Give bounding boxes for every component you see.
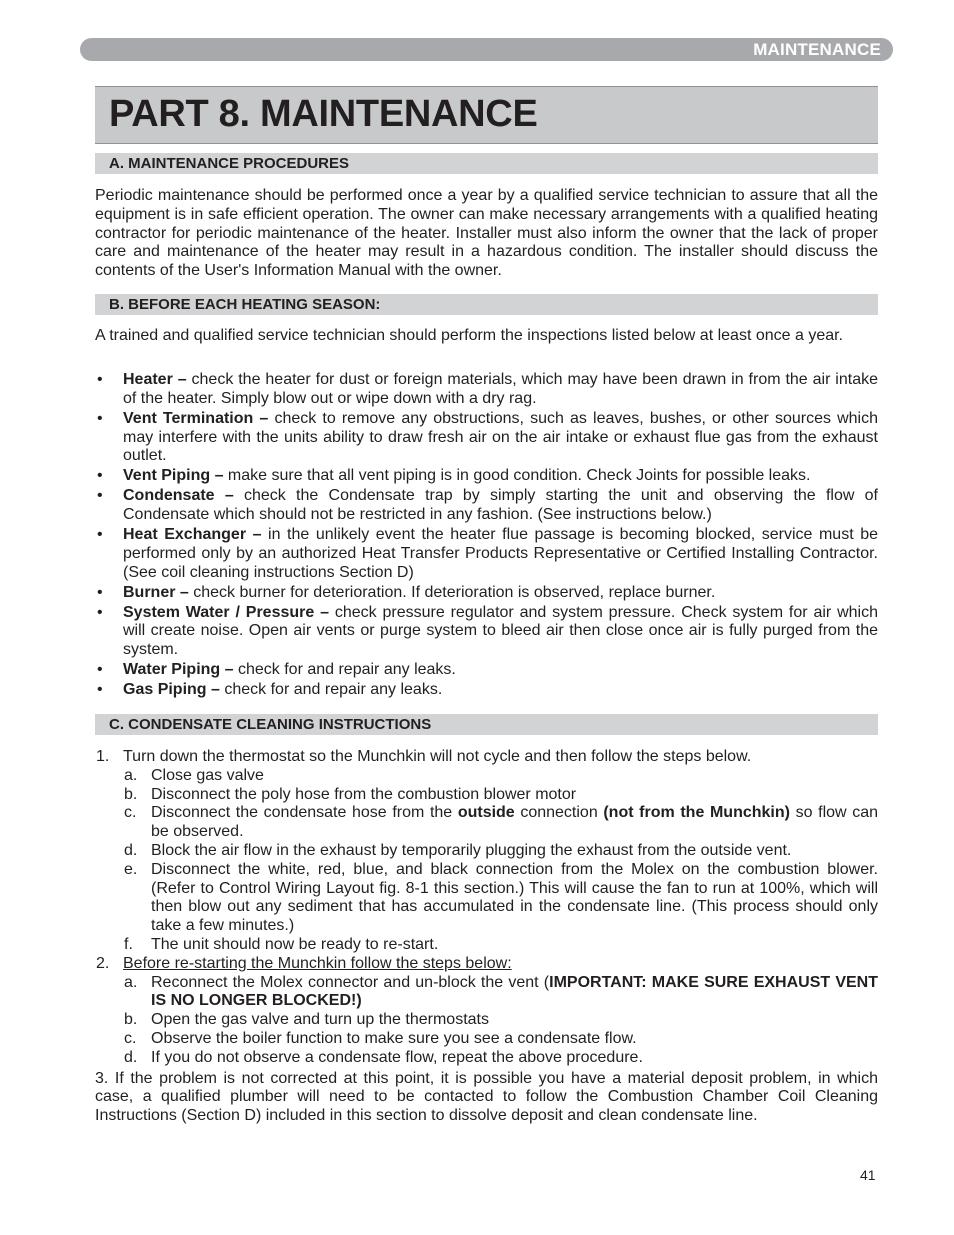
substep-emphasis-outside: outside	[457, 804, 515, 822]
substep-text-pre: Reconnect the Molex connector and un-block the vent (	[151, 973, 550, 991]
header-label: MAINTENANCE	[753, 40, 881, 59]
substep-letter: c.	[124, 804, 137, 822]
substep-letter: b.	[124, 1011, 138, 1029]
substep-2a	[123, 974, 878, 1012]
substep-text: Close gas valve	[151, 766, 264, 784]
section-a-heading-bar	[95, 153, 878, 174]
list-item	[95, 487, 878, 525]
substep-text: Observe the boiler function to make sure you see a condensate flow.	[151, 1029, 637, 1047]
cleaning-steps	[95, 748, 878, 1126]
section-c-heading: C. CONDENSATE CLEANING INSTRUCTIONS	[109, 716, 432, 733]
list-item	[95, 526, 878, 582]
substep-2c	[123, 1030, 878, 1049]
substep-1f	[123, 936, 878, 955]
substep-1c	[123, 804, 878, 842]
item-text: check the heater for dust or foreign materials, which may have been drawn in from the air intake of the heater. Simply blow out or wipe down with a dry rag.	[123, 371, 878, 407]
item-text: check for and repair any leaks.	[233, 661, 456, 679]
item-text: check pressure regulator and system pressure. Check system for air which will create noise. Open air vents or purge system to bleed air then close once air is fully purged from the system.	[123, 603, 878, 659]
list-item	[95, 584, 878, 603]
step-number: 2.	[96, 954, 110, 972]
step-1	[95, 748, 878, 955]
list-item	[95, 410, 878, 466]
inspection-list	[95, 371, 878, 701]
substep-1a	[123, 767, 878, 786]
substep-1e	[123, 861, 878, 936]
bullet-icon: •	[97, 409, 103, 427]
list-item	[95, 371, 878, 409]
bullet-icon: •	[97, 661, 103, 679]
item-text: in the unlikely event the heater flue passage is becoming blocked, service must be performed only by an authorized Heat Transfer Products Representative or Certified Installing Contractor. (See coil cleaning instructions Section D)	[123, 526, 879, 581]
bullet-icon: •	[97, 467, 103, 485]
item-term: Water Piping –	[123, 661, 234, 679]
substep-text: Disconnect the poly hose from the combustion blower motor	[151, 785, 577, 803]
substep-text-mid: connection	[514, 804, 604, 822]
list-item	[95, 467, 878, 486]
substep-warning: IMPORTANT: MAKE SURE EXHAUST VENT IS NO LONGER BLOCKED!)	[151, 973, 879, 1010]
section-b-heading: B. BEFORE EACH HEATING SEASON:	[109, 296, 381, 313]
step-text: Before re-starting the Munchkin follow the steps below:	[123, 954, 512, 972]
bullet-icon: •	[97, 603, 103, 621]
page-number: 41	[860, 1167, 876, 1183]
substep-text: Disconnect the white, red, blue, and black connection from the Molex on the combustion blower. (Refer to Control Wiring Layout fig. 8-1 this section.) This will cause the fan to run at 100%, which will then blow out any sediment that has accumulated in the condensate line. (This process should only take a few minutes.)	[151, 860, 878, 935]
list-item	[95, 604, 878, 660]
item-term: Condensate –	[123, 487, 234, 505]
item-term: Vent Termination –	[123, 409, 269, 427]
substep-letter: a.	[124, 973, 138, 991]
substep-emphasis-munchkin: (not from the Munchkin)	[603, 804, 790, 822]
list-item	[95, 681, 878, 700]
step-2	[95, 955, 878, 1068]
bullet-icon: •	[97, 681, 103, 699]
list-item	[95, 661, 878, 680]
substep-letter: b.	[124, 785, 138, 803]
title-band	[95, 86, 878, 144]
step-number: 1.	[96, 748, 110, 765]
section-a-body: Periodic maintenance should be performed once a year by a qualified service technician to assure that all the equipment is in safe efficient operation. The owner can make necessary arrangements with a qualified heating contractor for periodic maintenance of the heater. Installer must also inform the owner that the lack of proper care and maintenance of the heater may result in a hazardous condition. The installer should discuss the contents of the User's Information Manual with the owner.	[95, 187, 878, 280]
substep-letter: d.	[124, 841, 138, 859]
section-c-heading-bar	[95, 714, 878, 735]
item-term: Gas Piping –	[123, 681, 220, 699]
item-text: check burner for deterioration. If deterioration is observed, replace burner.	[188, 583, 716, 601]
substep-1d	[123, 842, 878, 861]
section-a-heading: A. MAINTENANCE PROCEDURES	[109, 155, 350, 172]
item-term: Vent Piping –	[123, 467, 224, 485]
item-term: System Water / Pressure –	[123, 603, 330, 621]
substep-text: Open the gas valve and turn up the thermostats	[151, 1011, 489, 1029]
item-term: Heater –	[123, 371, 187, 388]
substep-letter: a.	[124, 766, 138, 784]
substep-1b	[123, 786, 878, 805]
bullet-icon: •	[97, 583, 103, 601]
section-b-intro: A trained and qualified service technician should perform the inspections listed below at least once a year.	[95, 327, 843, 344]
substep-letter: d.	[124, 1048, 138, 1066]
item-text: check for and repair any leaks.	[219, 681, 443, 699]
substep-text: Block the air flow in the exhaust by temporarily plugging the exhaust from the outside vent.	[151, 841, 792, 859]
substep-letter: c.	[124, 1029, 137, 1047]
page-title: PART 8. MAINTENANCE	[109, 93, 538, 135]
substep-text: The unit should now be ready to re-start.	[151, 935, 439, 953]
substep-text-pre: Disconnect the condensate hose from the	[151, 804, 458, 822]
item-text: make sure that all vent piping is in good condition. Check Joints for possible leaks.	[223, 467, 811, 485]
step-3: 3. If the problem is not corrected at this point, it is possible you have a material deposit problem, in which case, a qualified plumber will need to be contacted to follow the Combustion Chamber Coil Cleaning Instructions (Section D) included in this section to dissolve deposit and clean condensate line.	[95, 1069, 878, 1125]
substep-text-post: so flow can be observed.	[151, 804, 878, 841]
bullet-icon: •	[97, 371, 103, 388]
item-term: Burner –	[123, 583, 189, 601]
bullet-icon: •	[97, 487, 103, 505]
substep-letter: f.	[124, 935, 133, 953]
bullet-icon: •	[97, 526, 103, 544]
substep-2b	[123, 1011, 878, 1030]
substep-text: If you do not observe a condensate flow, repeat the above procedure.	[151, 1048, 643, 1066]
item-text: check the Condensate trap by simply starting the unit and observing the flow of Condensate which should not be restricted in any fashion. (See instructions below.)	[123, 487, 879, 524]
section-b-heading-bar	[95, 294, 878, 315]
item-term: Heat Exchanger –	[123, 526, 262, 544]
header-bar	[80, 38, 893, 61]
step-text: Turn down the thermostat so the Munchkin will not cycle and then follow the steps below.	[123, 748, 752, 765]
substep-2d	[123, 1049, 878, 1068]
substep-letter: e.	[124, 860, 138, 878]
item-text: check to remove any obstructions, such as leaves, bushes, or other sources which may interfere with the units ability to draw fresh air on the air intake or exhaust flue gas from the exhaust outlet.	[123, 409, 879, 465]
